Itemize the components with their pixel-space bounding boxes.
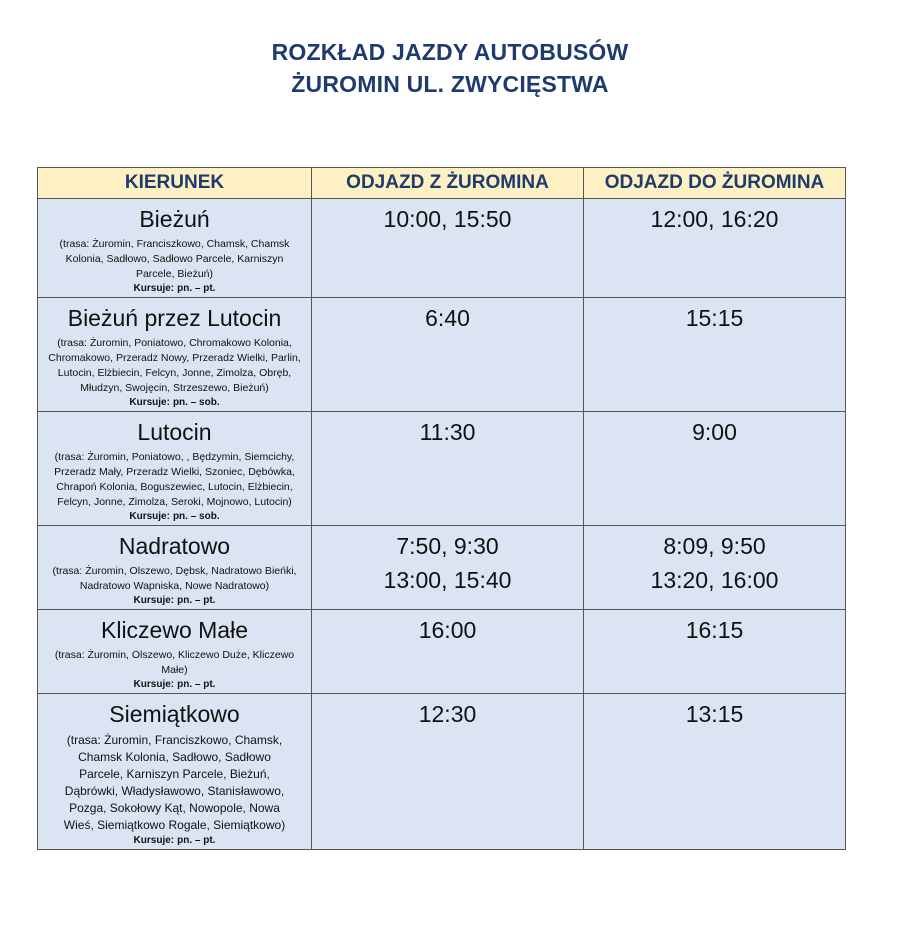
time-to: 15:15: [685, 305, 744, 331]
header-row: [38, 168, 846, 199]
runs-info: [38, 594, 311, 609]
time-to: 13:20, 16:00: [650, 567, 779, 593]
title-line-2: ŻUROMIN UL. ZWYCIĘSTWA: [291, 71, 609, 97]
time-from: 10:00, 15:50: [383, 206, 512, 232]
header-direction: KIERUNEK: [38, 168, 312, 199]
runs-info: [38, 678, 311, 693]
runs-days: pn. – pt.: [177, 679, 216, 690]
departure-from-cell: [312, 610, 584, 694]
departure-from-cell: [312, 526, 584, 610]
runs-days: pn. – pt.: [177, 595, 216, 606]
time-from: 12:30: [418, 701, 477, 727]
departure-to-cell: [584, 199, 846, 298]
direction-cell: [38, 298, 312, 412]
page-title: [0, 36, 900, 100]
runs-days: pn. – sob.: [172, 397, 220, 408]
departure-from-cell: [312, 412, 584, 526]
time-to: 12:00, 16:20: [650, 206, 779, 232]
direction-cell: [38, 694, 312, 850]
runs-days: pn. – sob.: [172, 511, 220, 522]
table-row: [38, 412, 846, 526]
direction-cell: [38, 199, 312, 298]
route-text: (trasa: Żuromin, Poniatowo, , Będzymin, Siemcichy, Przeradz Mały, Przeradz Wielki, Szoniec, Dębówka, Chrapoń Kolonia, Boguszewiec, Lutocin, Elżbiecin, Felcyn, Jonne, Zimolza, Seroki, Mojnowo, Lutocin): [54, 451, 295, 508]
direction-cell: [38, 610, 312, 694]
table-row: [38, 694, 846, 850]
runs-info: [38, 834, 311, 849]
runs-info: [38, 510, 311, 525]
direction-name: Lutocin: [137, 419, 212, 445]
departure-to-cell: [584, 694, 846, 850]
route-text: (trasa: Żuromin, Olszewo, Kliczewo Duże, Kliczewo Małe): [54, 649, 295, 676]
runs-info: [38, 396, 311, 411]
runs-info: [38, 282, 311, 297]
table-row: [38, 526, 846, 610]
time-to: 16:15: [685, 617, 744, 643]
direction-name: Nadratowo: [118, 533, 231, 559]
direction-cell: [38, 412, 312, 526]
table-row: [38, 199, 846, 298]
table-row: [38, 298, 846, 412]
route-text: (trasa: Żuromin, Franciszkowo, Chamsk, Chamsk Kolonia, Sadłowo, Sadłowo Parcele, Karniszyn Parcele, Bieżuń, Dąbrówki, Władysławowo, Stanisławowo, Pozga, Sokołowy Kąt, Nowopole, Nowa Wieś, Siemiątkowo Rogale, Siemiątkowo): [63, 733, 286, 832]
direction-name: Bieżuń przez Lutocin: [67, 305, 282, 331]
route-text: (trasa: Żuromin, Franciszkowo, Chamsk, Chamsk Kolonia, Sadłowo, Sadłowo Parcele, Karniszyn Parcele, Bieżuń): [59, 238, 290, 280]
departure-to-cell: [584, 298, 846, 412]
runs-days: pn. – pt.: [177, 283, 216, 294]
departure-to-cell: [584, 610, 846, 694]
direction-name: Bieżuń: [139, 206, 210, 232]
time-to: 9:00: [692, 419, 737, 445]
departure-to-cell: [584, 526, 846, 610]
time-from: 7:50, 9:30: [396, 533, 499, 559]
table-row: [38, 610, 846, 694]
time-from: 13:00, 15:40: [383, 567, 512, 593]
title-line-1: ROZKŁAD JAZDY AUTOBUSÓW: [271, 39, 629, 65]
header-departure-from: ODJAZD Z ŻUROMINA: [312, 168, 584, 199]
direction-cell: [38, 526, 312, 610]
direction-name: Kliczewo Małe: [101, 617, 248, 643]
time-to: 8:09, 9:50: [663, 533, 766, 559]
runs-days: pn. – pt.: [177, 835, 216, 846]
departure-from-cell: [312, 694, 584, 850]
time-from: 6:40: [425, 305, 470, 331]
runs-label: Kursuje:: [133, 679, 175, 690]
time-to: 13:15: [685, 701, 744, 727]
runs-label: Kursuje:: [133, 595, 175, 606]
timetable: [37, 167, 846, 850]
time-from: 11:30: [419, 419, 476, 445]
departure-from-cell: [312, 298, 584, 412]
header-departure-to: ODJAZD DO ŻUROMINA: [584, 168, 846, 199]
route-text: (trasa: Żuromin, Olszewo, Dębsk, Nadratowo Bieńki, Nadratowo Wapniska, Nowe Nadratowo): [52, 565, 297, 592]
departure-from-cell: [312, 199, 584, 298]
runs-label: Kursuje:: [129, 397, 170, 408]
departure-to-cell: [584, 412, 846, 526]
time-from: 16:00: [418, 617, 477, 643]
runs-label: Kursuje:: [133, 835, 175, 846]
runs-label: Kursuje:: [133, 283, 175, 294]
direction-name: Siemiątkowo: [109, 701, 240, 727]
route-text: (trasa: Żuromin, Poniatowo, Chromakowo Kolonia, Chromakowo, Przeradz Nowy, Przeradz Wielki, Parlin, Lutocin, Elżbiecin, Felcyn, Jonne, Zimolza, Obręb, Młudzyn, Swojęcin, Strzeszewo, Bieżuń): [48, 337, 301, 394]
runs-label: Kursuje:: [129, 511, 170, 522]
